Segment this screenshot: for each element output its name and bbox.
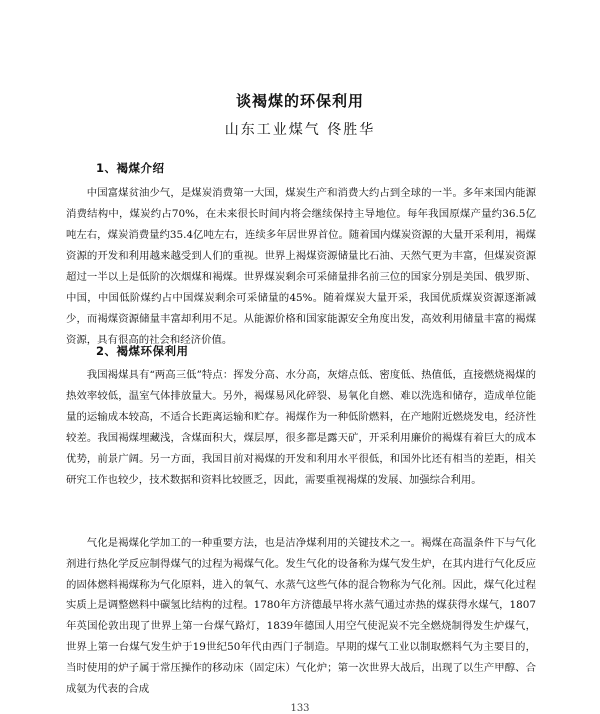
- page-number: 133: [290, 703, 310, 714]
- article-author: 山东工业煤气 佟胜华: [224, 122, 376, 138]
- section-heading: 2、褐煤环保利用: [96, 344, 189, 358]
- article-title: 谈褐煤的环保利用: [235, 92, 364, 110]
- section-heading: 1、褐煤介绍: [96, 161, 165, 175]
- paragraph: 气化是褐煤化学加工的一种重要方法，也是洁净煤利用的关键技术之一。褐煤在高温条件下与气化剂进行热化学反应制得煤气的过程为褐煤气化。发生气化的设备称为煤气发生炉，在其内进行气化反应的固体燃料褐煤称为气化原料，进入的氧气、水蒸气这些气体的混合物称为气化剂。因此，煤气化过程实质上是调整燃料中碳氢比结构的过程。1780年方济德最早将水蒸气通过赤热的煤获得水煤气，1807年英国伦敦出现了世界上第一台煤气路灯，1839年德国人用空气使泥炭不完全燃烧制得发生炉煤气，世界上第一台煤气发生炉于19世纪50年代由西门子制造。早期的煤气工业以制取燃料气为主要目的，当时使用的炉子属于常压操作的移动床（固定床）气化炉；第一次世界大战后，出现了以生产甲醇、合成氨为代表的合成: [66, 537, 536, 695]
- paragraph: 我国褐煤具有“两高三低”特点：挥发分高、水分高，灰熔点低、密度低、热值低，直接燃烧褐煤的热效率较低，温室气体排放量大。另外，褐煤易风化碎裂、易氧化自燃、难以洗选和储存，造成单位能量的运输成本较高，不适合长距离运输和贮存。褐煤作为一种低阶燃料，在产地附近燃烧发电，经济性较差。我国褐煤埋藏浅，含煤面积大，煤层厚，很多都是露天矿，开采利用廉价的褐煤有着巨大的成本优势，前景广阔。另一方面，我国目前对褐煤的开发和利用水平很低，和国外比还有相当的差距，相关研究工作也较少，技术数据和资料比较匮乏，因此，需要重视褐煤的发展、加强综合利用。: [66, 369, 536, 486]
- paragraph: 中国富煤贫油少气，是煤炭消费第一大国，煤炭生产和消费大约占到全球的一半。多年来国内能源消费结构中，煤炭约占70%，在未来很长时间内将会继续保持主导地位。每年我国原煤产量约36.5亿吨左右，煤炭消费量约35.4亿吨左右，连续多年居世界首位。随着国内煤炭资源的大量开采利用，褐煤资源的开发和利用越来越受到人们的重视。世界上褐煤资源储量比石油、天然气更为丰富，但煤炭资源超过一半以上是低阶的次烟煤和褐煤。世界煤炭剩余可采储量排名前三位的国家分别是美国、俄罗斯、中国，中国低阶煤约占中国煤炭剩余可采储量的45%。随着煤炭大量开采，我国优质煤炭资源逐渐减少，而褐煤资源储量丰富却利用不足。从能源价格和国家能源安全角度出发，高效利用储量丰富的褐煤资源，具有很高的社会和经济价值。: [66, 187, 536, 346]
